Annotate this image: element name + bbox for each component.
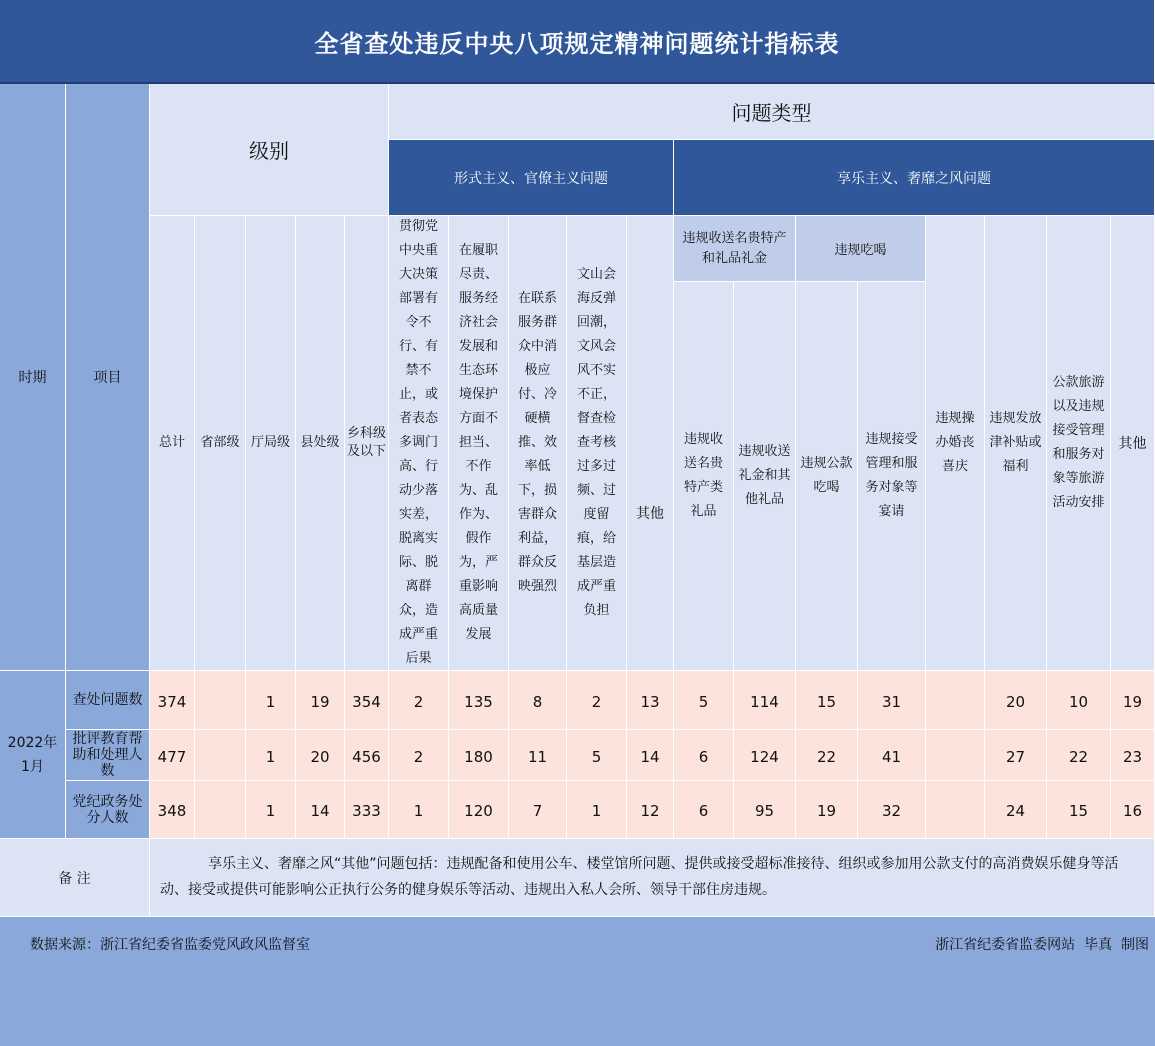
level-col-header: 省部级 — [195, 216, 246, 671]
table-cell — [195, 671, 246, 730]
table-cell: 20 — [985, 671, 1047, 730]
table-cell: 10 — [1047, 671, 1111, 730]
level-col-header: 厅局级 — [246, 216, 296, 671]
table-cell: 19 — [796, 781, 858, 839]
table-cell: 2 — [389, 671, 449, 730]
table-cell: 24 — [985, 781, 1047, 839]
hedonism-col-header: 违规公款吃喝 — [796, 282, 858, 671]
table-cell: 2 — [389, 730, 449, 781]
table-cell: 5 — [674, 671, 734, 730]
table-cell: 27 — [985, 730, 1047, 781]
level-col-header: 县处级 — [296, 216, 345, 671]
table-cell: 354 — [345, 671, 389, 730]
formalism-col-header: 文山会海反弹回潮，文风会风不实不正，督查检查考核过多过频、过度留痕，给基层造成严重负担 — [567, 216, 627, 671]
table-cell: 13 — [627, 671, 674, 730]
row-label: 批评教育帮助和处理人数 — [66, 730, 150, 781]
table-cell: 12 — [627, 781, 674, 839]
table-cell: 6 — [674, 730, 734, 781]
hedonism-col-header: 公款旅游以及违规接受管理和服务对象等旅游活动安排 — [1047, 216, 1111, 671]
table-cell: 8 — [509, 671, 567, 730]
table-cell: 180 — [449, 730, 509, 781]
table-cell: 1 — [246, 730, 296, 781]
table-cell: 16 — [1111, 781, 1155, 839]
table-cell: 333 — [345, 781, 389, 839]
header-problem-type: 问题类型 — [389, 84, 1155, 140]
table-cell: 31 — [858, 671, 926, 730]
hedonism-col-header: 违规收送名贵特产类礼品 — [674, 282, 734, 671]
row-label: 查处问题数 — [66, 671, 150, 730]
table-cell: 124 — [734, 730, 796, 781]
period-label: 2022年1月 — [0, 671, 66, 839]
formalism-col-header: 在联系服务群众中消极应付、冷硬横推、效率低下，损害群众利益，群众反映强烈 — [509, 216, 567, 671]
table-cell — [926, 730, 985, 781]
header-hedonism: 享乐主义、奢靡之风问题 — [674, 140, 1155, 216]
note-text: 享乐主义、奢靡之风“其他”问题包括：违规配备和使用公车、楼堂馆所问题、提供或接受超标准接待、组织或参加用公款支付的高消费娱乐健身等活动、接受或提供可能影响公正执行公务的健身娱乐等活动、违规出入私人会所、领导干部住房违规。 — [150, 839, 1155, 917]
table-cell: 22 — [1047, 730, 1111, 781]
header-period: 时期 — [0, 84, 66, 671]
footer-source: 数据来源：浙江省纪委省监委党风政风监督室 — [30, 937, 310, 953]
table-cell: 19 — [1111, 671, 1155, 730]
header-level: 级别 — [150, 84, 389, 216]
table-cell — [195, 781, 246, 839]
table-cell: 456 — [345, 730, 389, 781]
table-cell: 95 — [734, 781, 796, 839]
table-cell: 32 — [858, 781, 926, 839]
footer-credit: 浙江省纪委省监委网站 毕真 制图 — [935, 937, 1149, 953]
hedonism-col-header: 违规操办婚丧喜庆 — [926, 216, 985, 671]
table-title: 全省查处违反中央八项规定精神问题统计指标表 — [0, 0, 1155, 84]
header-dining-group: 违规吃喝 — [796, 216, 926, 282]
table-cell: 41 — [858, 730, 926, 781]
table-cell — [926, 671, 985, 730]
table-cell — [926, 781, 985, 839]
table-cell: 11 — [509, 730, 567, 781]
table-cell: 23 — [1111, 730, 1155, 781]
header-formalism: 形式主义、官僚主义问题 — [389, 140, 674, 216]
table-cell: 120 — [449, 781, 509, 839]
table-cell: 135 — [449, 671, 509, 730]
table-cell: 14 — [296, 781, 345, 839]
table-cell: 22 — [796, 730, 858, 781]
table-cell: 1 — [389, 781, 449, 839]
table-cell: 15 — [1047, 781, 1111, 839]
table-cell: 477 — [150, 730, 195, 781]
table-cell: 5 — [567, 730, 627, 781]
header-gifts-group: 违规收送名贵特产和礼品礼金 — [674, 216, 796, 282]
table-cell: 7 — [509, 781, 567, 839]
level-col-header: 乡科级及以下 — [345, 216, 389, 671]
table-cell: 14 — [627, 730, 674, 781]
header-item: 项目 — [66, 84, 150, 671]
hedonism-col-header: 违规接受管理和服务对象等宴请 — [858, 282, 926, 671]
table-cell: 19 — [296, 671, 345, 730]
hedonism-col-header: 违规发放津补贴或福利 — [985, 216, 1047, 671]
table-cell: 1 — [246, 781, 296, 839]
row-label: 党纪政务处分人数 — [66, 781, 150, 839]
table-cell: 374 — [150, 671, 195, 730]
note-label: 备 注 — [0, 839, 150, 917]
hedonism-col-header: 违规收送礼金和其他礼品 — [734, 282, 796, 671]
table-cell: 114 — [734, 671, 796, 730]
table-cell: 20 — [296, 730, 345, 781]
table-cell: 6 — [674, 781, 734, 839]
table-cell: 1 — [246, 671, 296, 730]
table-cell — [195, 730, 246, 781]
table-cell: 1 — [567, 781, 627, 839]
table-cell: 2 — [567, 671, 627, 730]
hedonism-col-header: 其他 — [1111, 216, 1155, 671]
formalism-col-header: 在履职尽责、服务经济社会发展和生态环境保护方面不担当、不作为、乱作为、假作为，严重影响高质量发展 — [449, 216, 509, 671]
formalism-col-header: 其他 — [627, 216, 674, 671]
level-col-header: 总计 — [150, 216, 195, 671]
table-cell: 15 — [796, 671, 858, 730]
table-cell: 348 — [150, 781, 195, 839]
formalism-col-header: 贯彻党中央重大决策部署有令不行、有禁不止，或者表态多调门高、行动少落实差，脱离实际、脱离群众，造成严重后果 — [389, 216, 449, 671]
